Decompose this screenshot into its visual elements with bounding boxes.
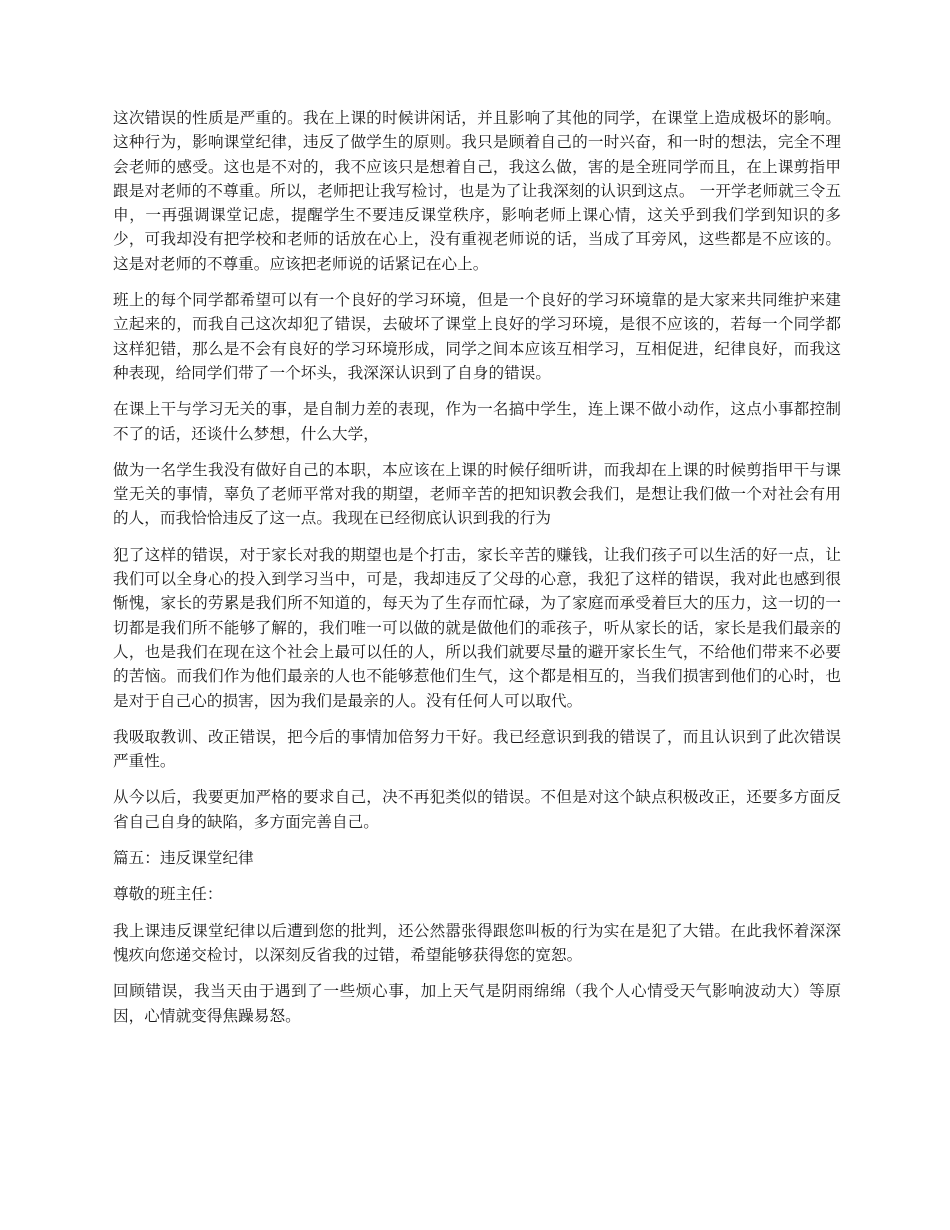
paragraph-6: 我吸取教训、改正错误，把今后的事情加倍努力干好。我已经意识到我的错误了，而且认识到了此次错误严重性。 bbox=[113, 727, 841, 771]
paragraph-4: 做为一名学生我没有做好自己的本职，本应该在上课的时候仔细听讲，而我却在上课的时候剪指甲干与课堂无关的事情，辜负了老师平常对我的期望，老师辛苦的把知识教会我们，是想让我们做一个对社会有用的人，而我恰恰违反了这一点。我现在已经彻底认识到我的行为 bbox=[113, 460, 841, 528]
paragraph-9: 回顾错误，我当天由于遇到了一些烦心事，加上天气是阴雨绵绵（我个人心情受天气影响波动大）等原因，心情就变得焦躁易怒。 bbox=[113, 982, 841, 1025]
paragraph-2: 班上的每个同学都希望可以有一个良好的学习环境，但是一个良好的学习环境靠的是大家来共同维护来建立起来的，而我自己这次却犯了错误，去破坏了课堂上良好的学习环境，是很不应该的，若每一个同学都这样犯错，那么是不会有良好的学习环境形成，同学之间本应该互相学习，互相促进，纪律良好，而我这种表现，给同学们带了一个坏头，我深深认识到了自身的错误。 bbox=[113, 291, 841, 382]
section-heading: 篇五：违反课堂纪律 bbox=[113, 849, 254, 868]
paragraph-8: 我上课违反课堂纪律以后遭到您的批判，还公然嚣张得跟您叫板的行为实在是犯了大错。在此我怀着深深愧疚向您递交检讨，以深刻反省我的过错，希望能够获得您的宽恕。 bbox=[113, 921, 841, 964]
document-body bbox=[113, 106, 841, 1040]
paragraph-1: 这次错误的性质是严重的。我在上课的时候讲闲话，并且影响了其他的同学，在课堂上造成极坏的影响。这种行为，影响课堂纪律，违反了做学生的原则。我只是顾着自己的一时兴奋，和一时的想法，完全不理会老师的感受。这也是不对的，我不应该只是想着自己，我这么做，害的是全班同学而且，在上课剪指甲跟是对老师的不尊重。所以，老师把让我写检讨，也是为了让我深刻的认识到这点。 一开学老师就三令五申，一再强调课堂记虑，提醒学生不要违反课堂秩序，影响老师上课心情，这关乎到我们学到知识的多少，可我却没有把学校和老师的话放在心上，没有重视老师说的话，当成了耳旁风，这些都是不应该的。这是对老师的不尊重。应该把老师说的话紧记在心上。 bbox=[113, 109, 841, 273]
paragraph-7: 从今以后，我要更加严格的要求自己，决不再犯类似的错误。不但是对这个缺点积极改正，还要多方面反省自己自身的缺陷，多方面完善自己。 bbox=[113, 788, 841, 831]
salutation: 尊敬的班主任： bbox=[113, 885, 223, 904]
paragraph-3: 在课上干与学习无关的事，是自制力差的表现，作为一名搞中学生，连上课不做小动作，这点小事都控制不了的话，还谈什么梦想，什么大学， bbox=[113, 400, 841, 443]
paragraph-5: 犯了这样的错误，对于家长对我的期望也是个打击，家长辛苦的赚钱，让我们孩子可以生活的好一点，让我们可以全身心的投入到学习当中，可是，我却违反了父母的心意，我犯了这样的错误，我对此也感到很惭愧，家长的劳累是我们所不知道的，每天为了生存而忙碌，为了家庭而承受着巨大的压力，这一切的一切都是我们所不能够了解的，我们唯一可以做的就是做他们的乖孩子，听从家长的话，家长是我们最亲的人，也是我们在现在这个社会上最可以任的人，所以我们就要尽量的避开家长生气，不给他们带来不必要的苦恼。而我们作为他们最亲的人也不能够惹他们生气，这个都是相互的，当我们损害到他们的心时，也是对于自己心的损害，因为我们是最亲的人。没有任何人可以取代。 bbox=[113, 545, 841, 710]
